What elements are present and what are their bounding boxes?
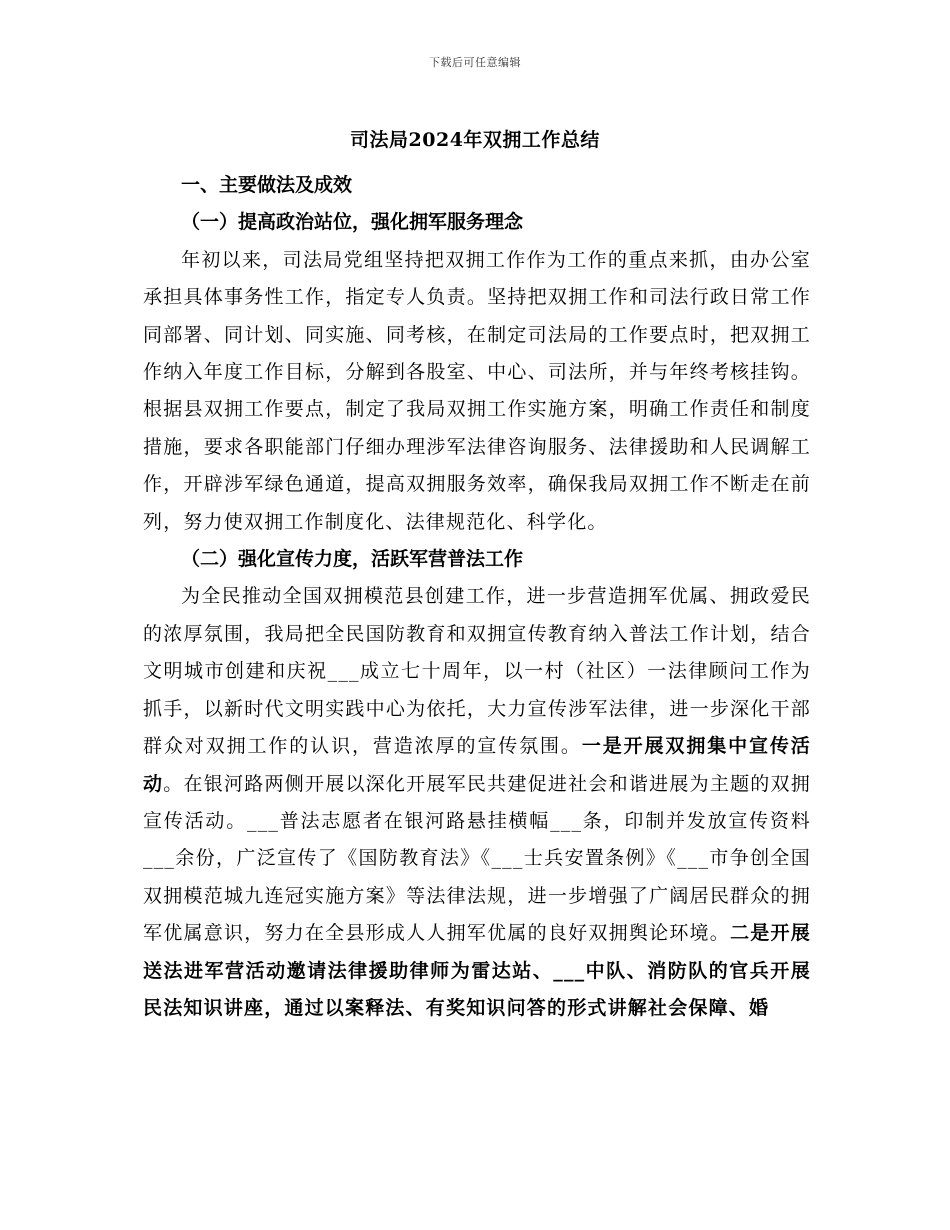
document-title: 司法局2024年双拥工作总结 [350, 129, 600, 151]
page-header-note: 下载后可任意编辑 [429, 56, 521, 69]
subsection-heading-2: （二）强化宣传力度，活跃军营普法工作 [181, 548, 524, 571]
paragraph-2 [143, 578, 811, 1027]
paragraph-2-bold-a: 一是开展双拥集中宣传活动 [143, 735, 812, 795]
section-heading-1: 一、主要做法及成效 [181, 174, 353, 196]
paragraph-2-text-b: 。在银河路两侧开展以深化开展军民共建促进社会和谐进展为主题的双拥宣传活动。___普法志愿者在银河路悬挂横幅___条，印制并发放宣传资料___余份，广泛宣传了《国防教育法》《___士兵安置条例》《___市争创全国双拥模范城九连冠实施方案》等法律法规，进一步增强了广阔居民群众的拥军优属意识，努力在全县形成人人拥军优属的良好双拥舆论环境。 [143, 772, 811, 945]
paragraph-2-bold-b: 二是开展送法进军营活动邀请法律援助律师为雷达站、___中队、消防队的官兵开展民法知识讲座，通过以案释法、有奖知识问答的形式讲解社会保障、婚 [143, 922, 811, 1019]
paragraph-2-text-a: 为全民推动全国双拥模范县创建工作，进一步营造拥军优属、拥政爱民的浓厚氛围，我局把全民国防教育和双拥宣传教育纳入普法工作计划，结合文明城市创建和庆祝___成立七十周年，以一村（社区）一法律顾问工作为抓手，以新时代文明实践中心为依托，大力宣传涉军法律，进一步深化干部群众对双拥工作的认识，营造浓厚的宣传氛围。 [143, 585, 811, 758]
document-body [143, 167, 811, 1027]
subsection-heading-1: （一）提高政治站位，强化拥军服务理念 [181, 211, 524, 234]
paragraph-1: 年初以来，司法局党组坚持把双拥工作作为工作的重点来抓，由办公室承担具体事务性工作，指定专人负责。坚持把双拥工作和司法行政日常工作同部署、同计划、同实施、同考核，在制定司法局的工作要点时，把双拥工作纳入年度工作目标，分解到各股室、中心、司法所，并与年终考核挂钩。根据县双拥工作要点，制定了我局双拥工作实施方案，明确工作责任和制度措施，要求各职能部门仔细办理涉军法律咨询服务、法律援助和人民调解工作，开辟涉军绿色通道，提高双拥服务效率，确保我局双拥工作不断走在前列，努力使双拥工作制度化、法律规范化、科学化。 [143, 248, 811, 533]
